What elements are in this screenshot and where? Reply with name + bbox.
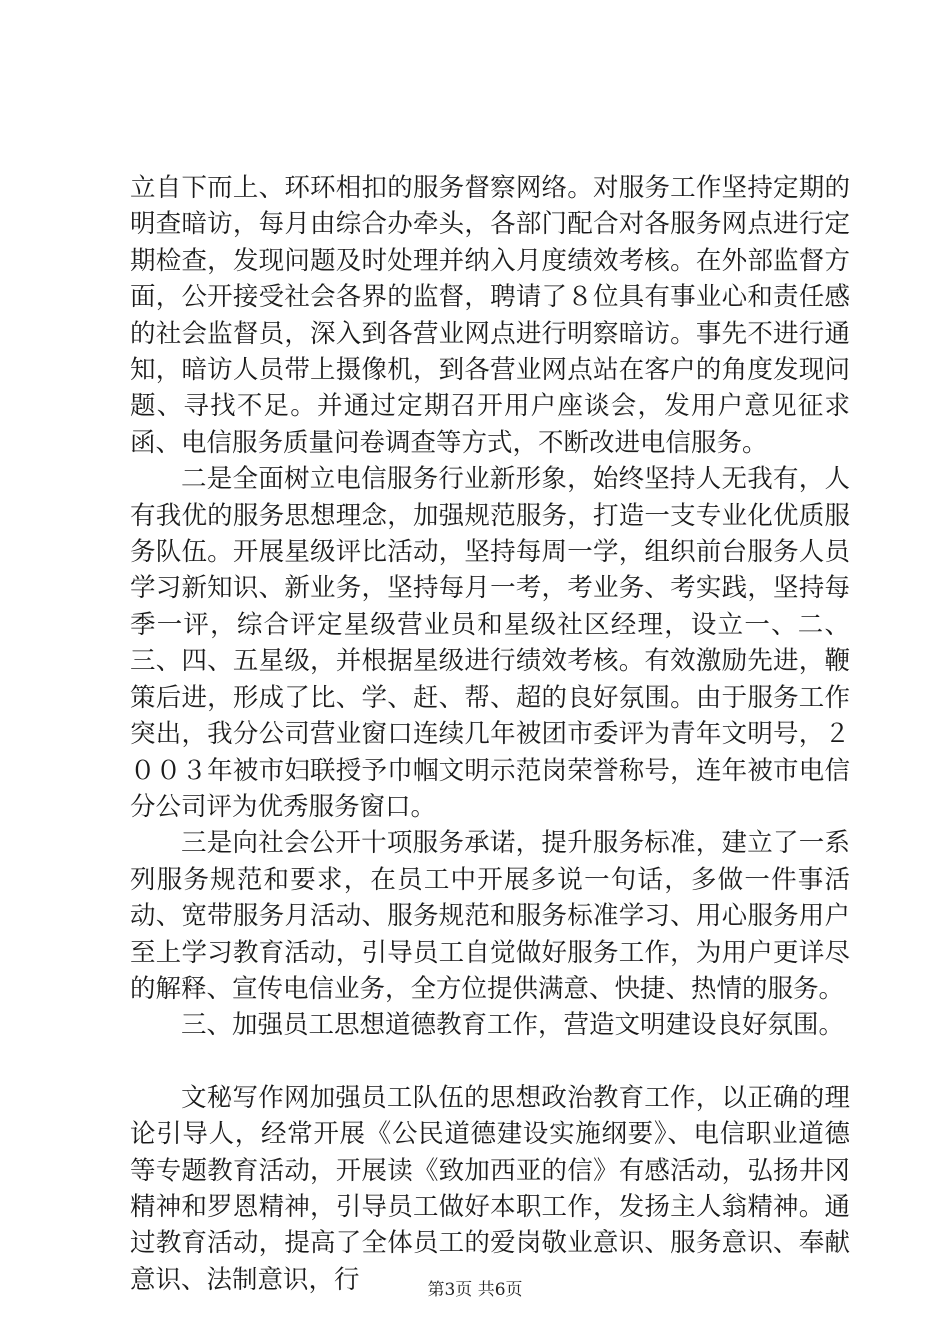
- paragraph-continued: 立自下而上、环环相扣的服务督察网络。对服务工作坚持定期的明查暗访，每月由综合办牵头，各部门配合对各服务网点进行定期检查，发现问题及时处理并纳入月度绩效考核。在外部监督方面，公开接受社会各界的监督，聘请了８位具有事业心和责任感的社会监督员，深入到各营业网点进行明察暗访。事先不进行通知，暗访人员带上摄像机，到各营业网点站在客户的角度发现问题、寻找不足。并通过定期召开用户座谈会，发用户意见征求函、电信服务质量问卷调查等方式，不断改进电信服务。: [130, 173, 850, 458]
- page-footer: 第3页 共6页: [427, 1280, 523, 1300]
- paragraph-third-point: 三是向社会公开十项服务承诺，提升服务标准，建立了一系列服务规范和要求，在员工中开展多说一句话，多做一件事活动、宽带服务月活动、服务规范和服务标准学习、用心服务用户至上学习教育活动，引导员工自觉做好服务工作，为用户更详尽的解释、宣传电信业务，全方位提供满意、快捷、热情的服务。: [130, 828, 850, 1004]
- section-heading-three: 三、加强员工思想道德教育工作，营造文明建设良好氛围。: [181, 1010, 845, 1041]
- document-body: [130, 170, 850, 1298]
- paragraph-education: 文秘写作网加强员工队伍的思想政治教育工作，以正确的理论引导人，经常开展《公民道德建设实施纲要》、电信职业道德等专题教育活动，开展读《致加西亚的信》有感活动，弘扬井冈精神和罗恩精神，引导员工做好本职工作，发扬主人翁精神。通过教育活动，提高了全体员工的爱岗敬业意识、服务意识、奉献意识、法制意识，行: [130, 1082, 850, 1295]
- paragraph-second-point: 二是全面树立电信服务行业新形象，始终坚持人无我有，人有我优的服务思想理念，加强规范服务，打造一支专业化优质服务队伍。开展星级评比活动，坚持每周一学，组织前台服务人员学习新知识、新业务，坚持每月一考，考业务、考实践，坚持每季一评，综合评定星级营业员和星级社区经理，设立一、二、三、四、五星级，并根据星级进行绩效考核。有效激励先进，鞭策后进，形成了比、学、赶、帮、超的良好氛围。由于服务工作突出，我分公司营业窗口连续几年被团市委评为青年文明号，２００３年被市妇联授予巾帼文明示范岗荣誉称号，连年被市电信分公司评为优秀服务窗口。: [130, 464, 850, 822]
